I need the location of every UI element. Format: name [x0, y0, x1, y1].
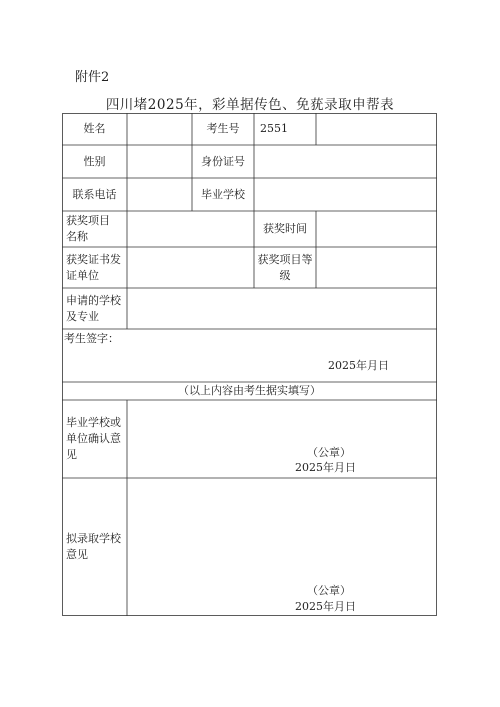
- certificate-issuer-label: 获奖证书发 证单位: [66, 252, 121, 282]
- school-opinion-date: 2025年月日: [295, 461, 356, 474]
- attachment-label: 附件2: [75, 70, 110, 85]
- fill-note: （以上内容由考生据实填写）: [178, 384, 321, 397]
- admit-seal-label: （公章）: [307, 584, 351, 597]
- admit-opinion-date: 2025年月日: [295, 600, 356, 613]
- photo-field[interactable]: [316, 113, 437, 145]
- name-field[interactable]: [127, 113, 192, 145]
- graduate-school-field[interactable]: [254, 178, 437, 211]
- exam-number-value[interactable]: 2551: [260, 122, 288, 135]
- admit-opinion-field[interactable]: [127, 478, 437, 616]
- award-name-field[interactable]: [127, 211, 254, 247]
- application-form: [62, 113, 437, 616]
- award-time-label: 获奖时间: [263, 222, 307, 235]
- award-level-label: 获奖项目等 级: [257, 252, 313, 282]
- id-number-field[interactable]: [254, 145, 437, 178]
- exam-number-label: 考生号: [206, 122, 240, 135]
- school-opinion-label: 毕业学校或 单位确认意 见: [66, 416, 121, 461]
- signature-label: 考生签字：: [64, 332, 119, 345]
- gender-label: 性别: [83, 154, 106, 168]
- signature-date: 2025年月日: [328, 359, 389, 372]
- award-name-label: 获奖项目 名称: [66, 214, 110, 243]
- admit-opinion-label: 拟录取学校 意见: [66, 532, 121, 561]
- phone-field[interactable]: [127, 178, 192, 211]
- school-opinion-field[interactable]: [127, 400, 437, 478]
- applied-school-field[interactable]: [127, 288, 437, 329]
- certificate-issuer-field[interactable]: [127, 247, 254, 288]
- graduate-school-label: 毕业学校: [201, 187, 245, 201]
- form-title: 四川堵2025年，彩单据传色、免莸录取申帮表: [105, 97, 395, 113]
- award-time-field[interactable]: [316, 211, 437, 247]
- phone-label: 联系电话: [72, 187, 117, 201]
- id-number-label: 身份证号: [201, 154, 245, 168]
- school-seal-label: （公章）: [307, 446, 351, 459]
- name-label: 姓名: [83, 122, 106, 135]
- award-level-field[interactable]: [316, 247, 437, 288]
- applied-school-label: 申请的学校 及专业: [66, 293, 121, 323]
- gender-field[interactable]: [127, 145, 192, 178]
